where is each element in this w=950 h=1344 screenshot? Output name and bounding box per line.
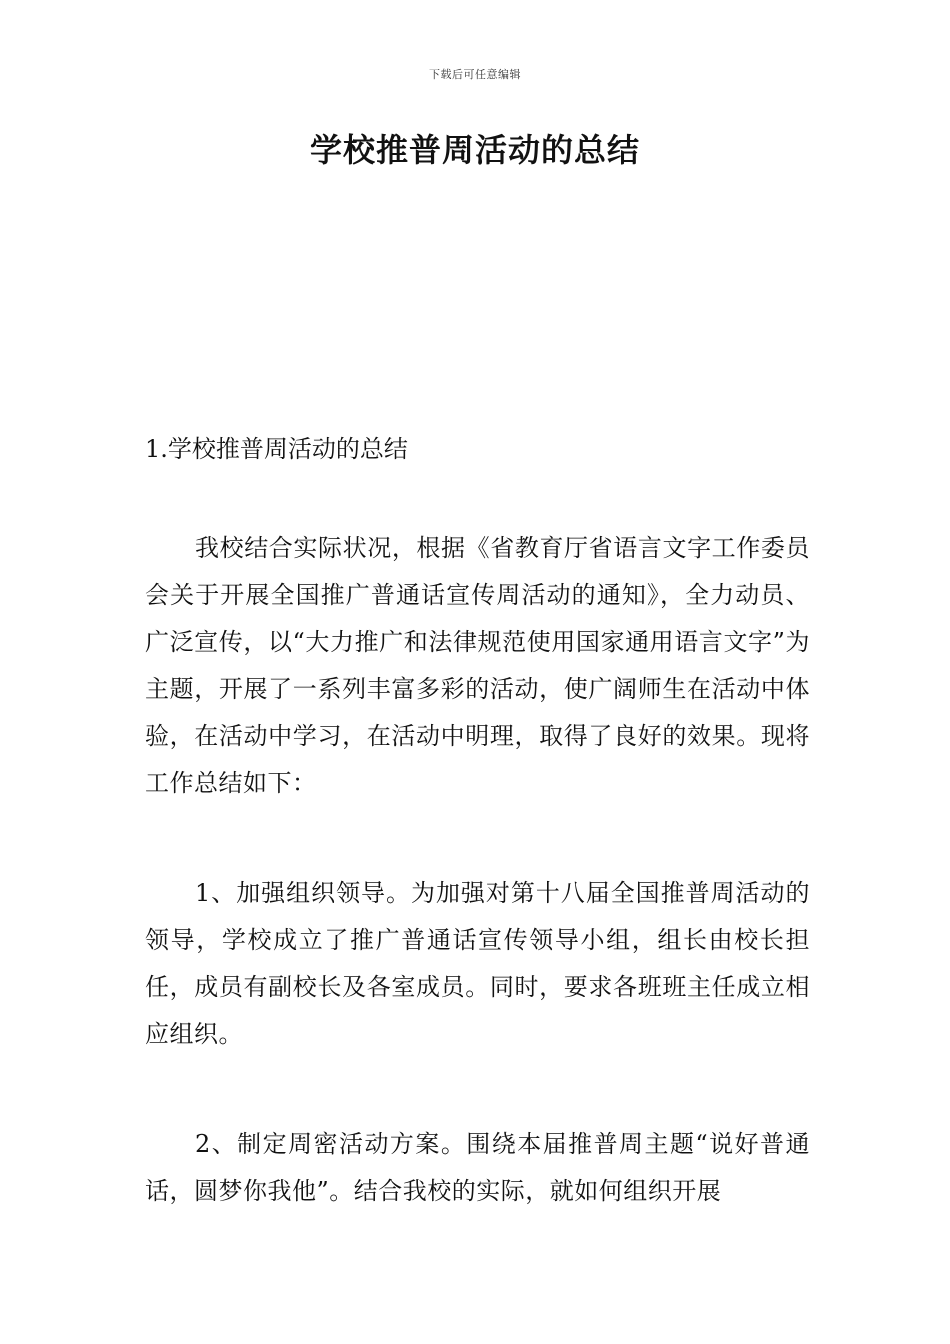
section-heading: 1.学校推普周活动的总结 [145, 435, 408, 463]
header-note: 下载后可任意编辑 [429, 68, 521, 81]
paragraph-organization: 1、加强组织领导。为加强对第十八届全国推普周活动的领导，学校成立了推广普通话宣传领导小组，组长由校长担任，成员有副校长及各室成员。同时，要求各班班主任成立相应组织。 [145, 879, 810, 1048]
document-title: 学校推普周活动的总结 [309, 131, 640, 169]
paragraph-plan: 2、制定周密活动方案。围绕本届推普周主题“说好普通话，圆梦你我他”。结合我校的实际，就如何组织开展 [145, 1130, 810, 1205]
paragraph-intro: 我校结合实际状况，根据《省教育厅省语言文字工作委员会关于开展全国推广普通话宣传周活动的通知》，全力动员、广泛宣传，以“大力推广和法律规范使用国家通用语言文字”为主题，开展了一系列丰富多彩的活动，使广阔师生在活动中体验，在活动中学习，在活动中明理，取得了良好的效果。现将工作总结如下： [145, 534, 810, 797]
